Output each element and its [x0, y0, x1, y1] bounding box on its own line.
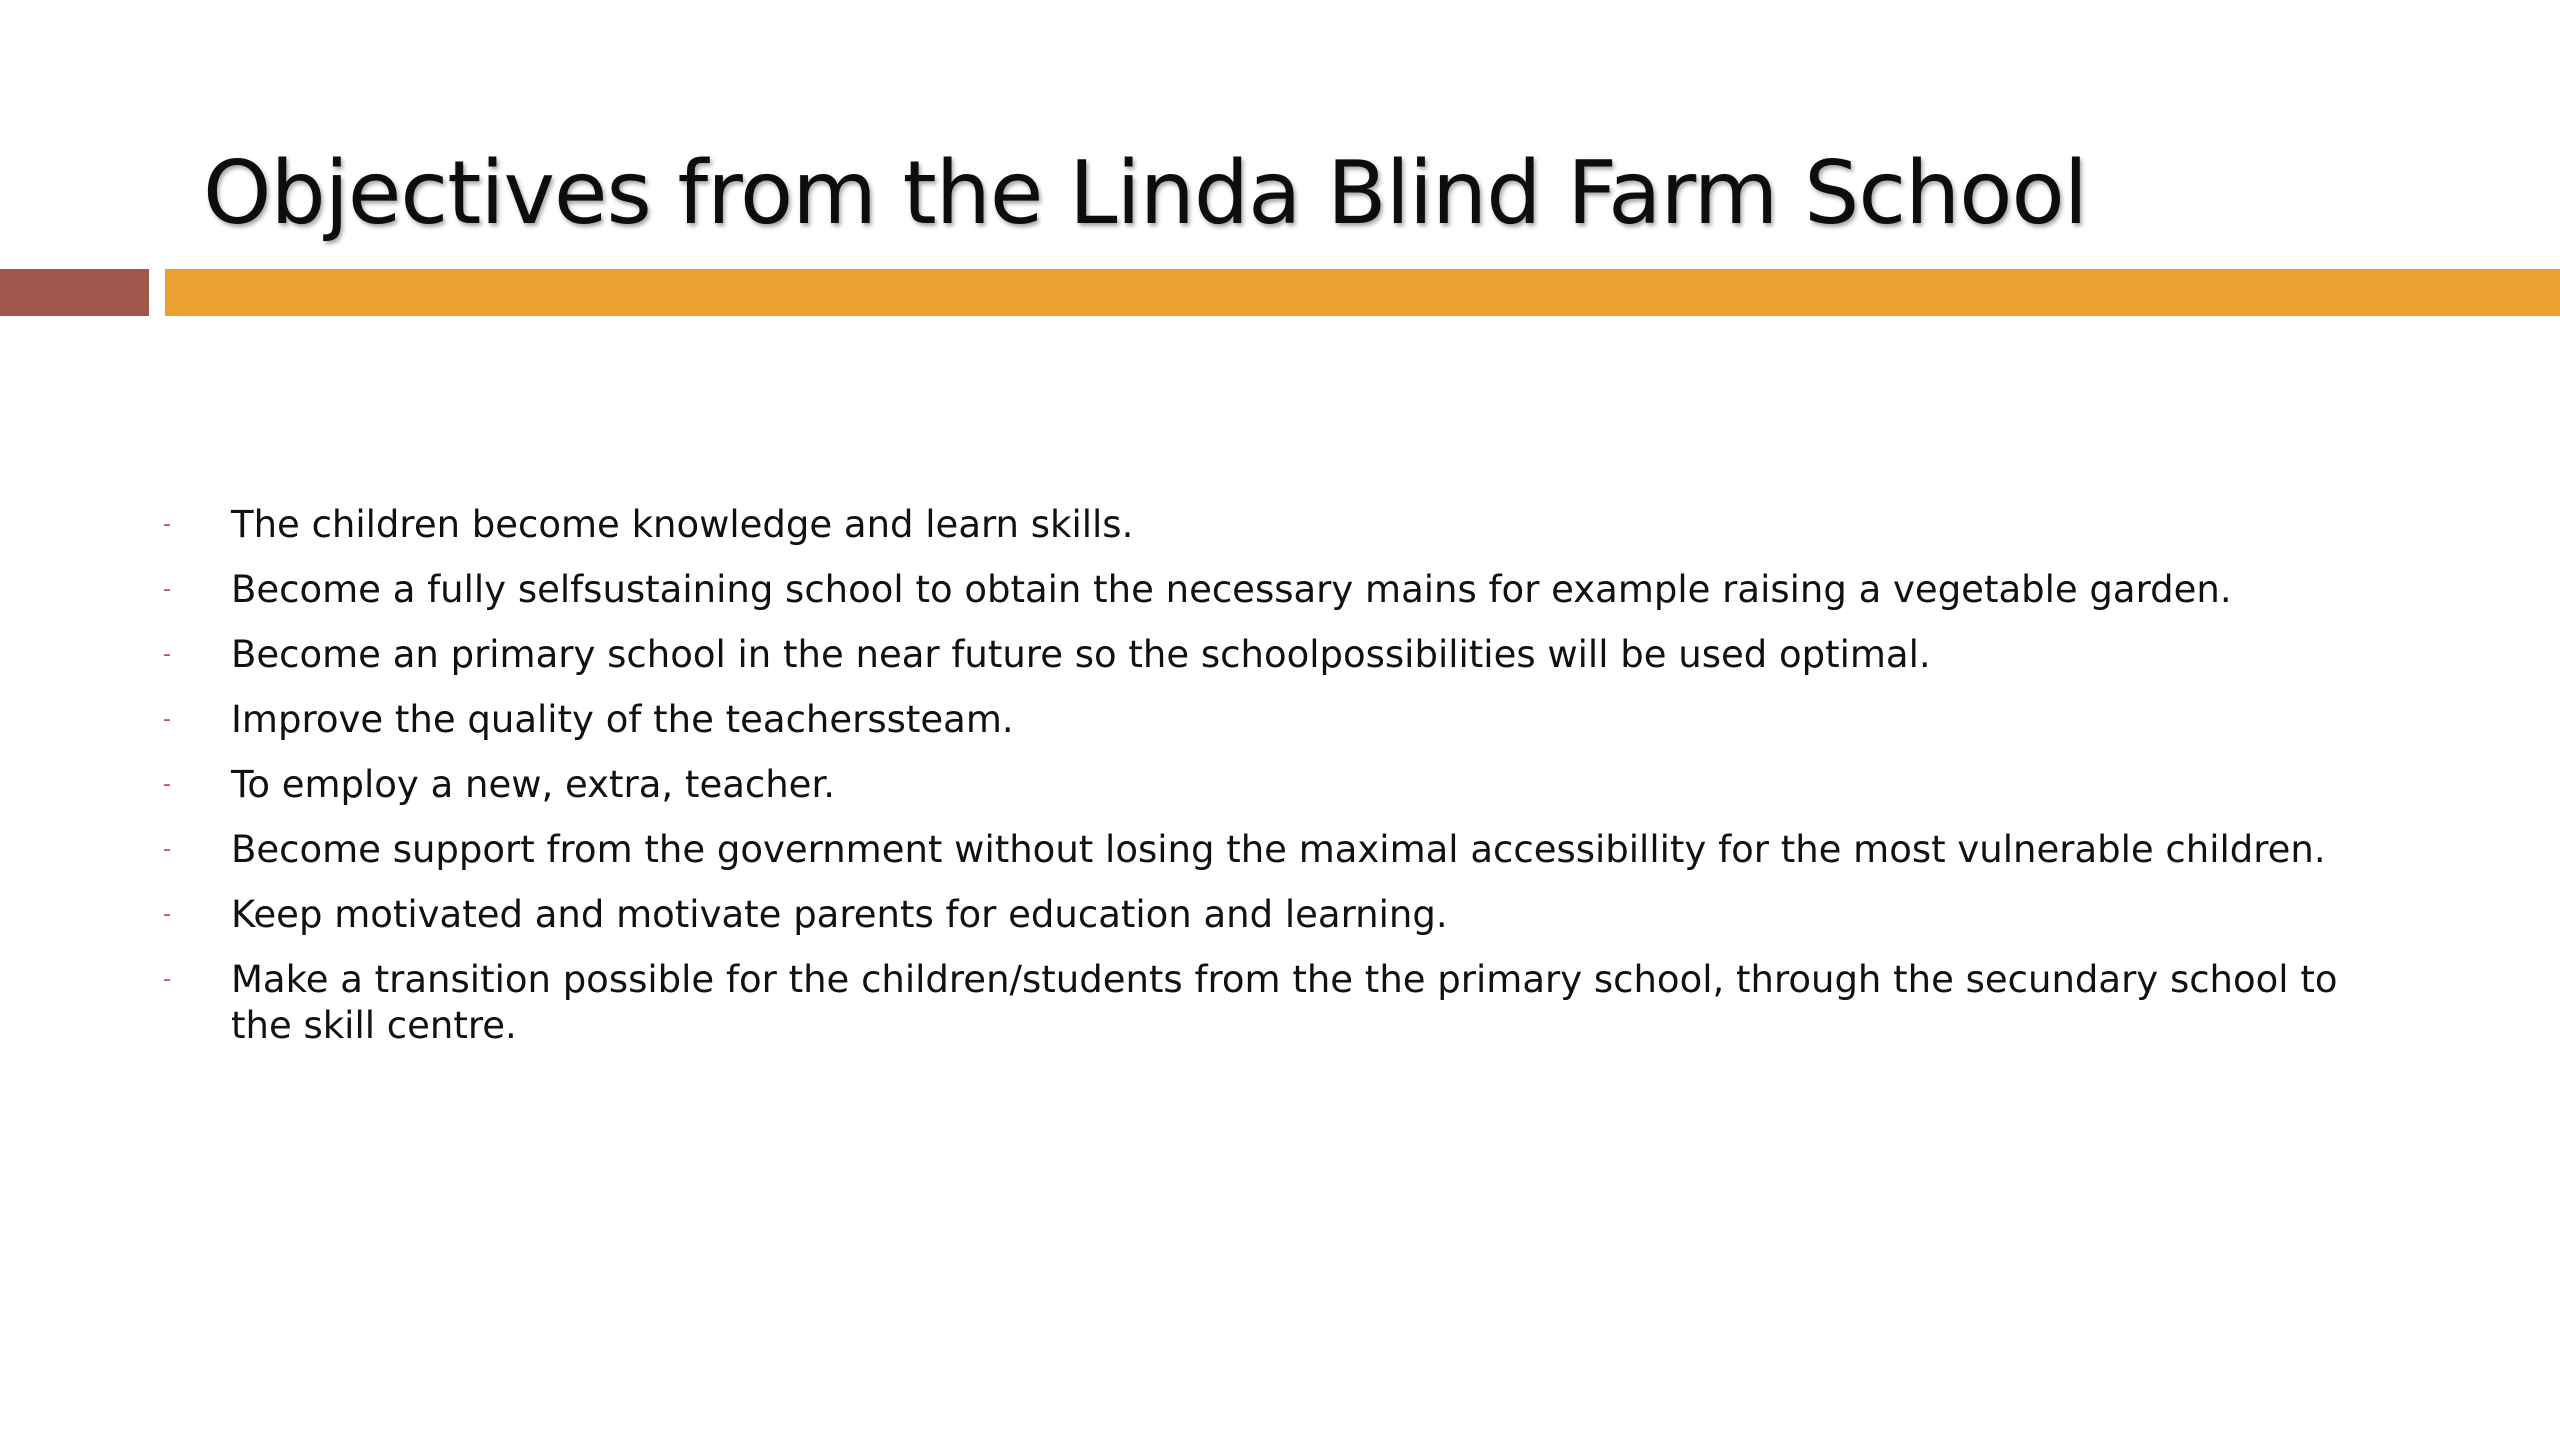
bullet-text: Become an primary school in the near future so the schoolpossibilities will be used optimal.	[231, 633, 1931, 676]
title-accent-block	[0, 269, 149, 316]
bullet-dash-icon: -	[163, 512, 171, 537]
list-item	[163, 762, 2343, 808]
list-item	[163, 892, 2343, 938]
bullet-text: To employ a new, extra, teacher.	[231, 763, 836, 806]
list-item	[163, 632, 2343, 678]
list-item	[163, 827, 2343, 873]
list-item	[163, 502, 2343, 548]
bullet-dash-icon: -	[163, 837, 171, 862]
list-item	[163, 697, 2343, 743]
list-item	[163, 957, 2343, 1049]
list-item	[163, 567, 2343, 613]
bullet-text: Make a transition possible for the children/students from the the primary school, through the secundary school to the skill centre.	[231, 958, 2338, 1047]
bullet-text: Improve the quality of the teacherssteam.	[231, 698, 1014, 741]
bullet-dash-icon: -	[163, 902, 171, 927]
bullet-dash-icon: -	[163, 577, 171, 602]
bullet-text: The children become knowledge and learn skills.	[231, 503, 1134, 546]
title-accent-bar	[165, 269, 2560, 316]
bullet-dash-icon: -	[163, 967, 171, 992]
bullet-text: Become a fully selfsustaining school to obtain the necessary mains for example raising a vegetable garden.	[231, 568, 2232, 611]
bullet-dash-icon: -	[163, 642, 171, 667]
slide-title: Objectives from the Linda Blind Farm School	[203, 142, 2087, 244]
bullet-dash-icon: -	[163, 772, 171, 797]
objectives-list	[163, 502, 2343, 1068]
bullet-text: Become support from the government without losing the maximal accessibillity for the most vulnerable children.	[231, 828, 2326, 871]
bullet-dash-icon: -	[163, 707, 171, 732]
bullet-text: Keep motivated and motivate parents for education and learning.	[231, 893, 1448, 936]
